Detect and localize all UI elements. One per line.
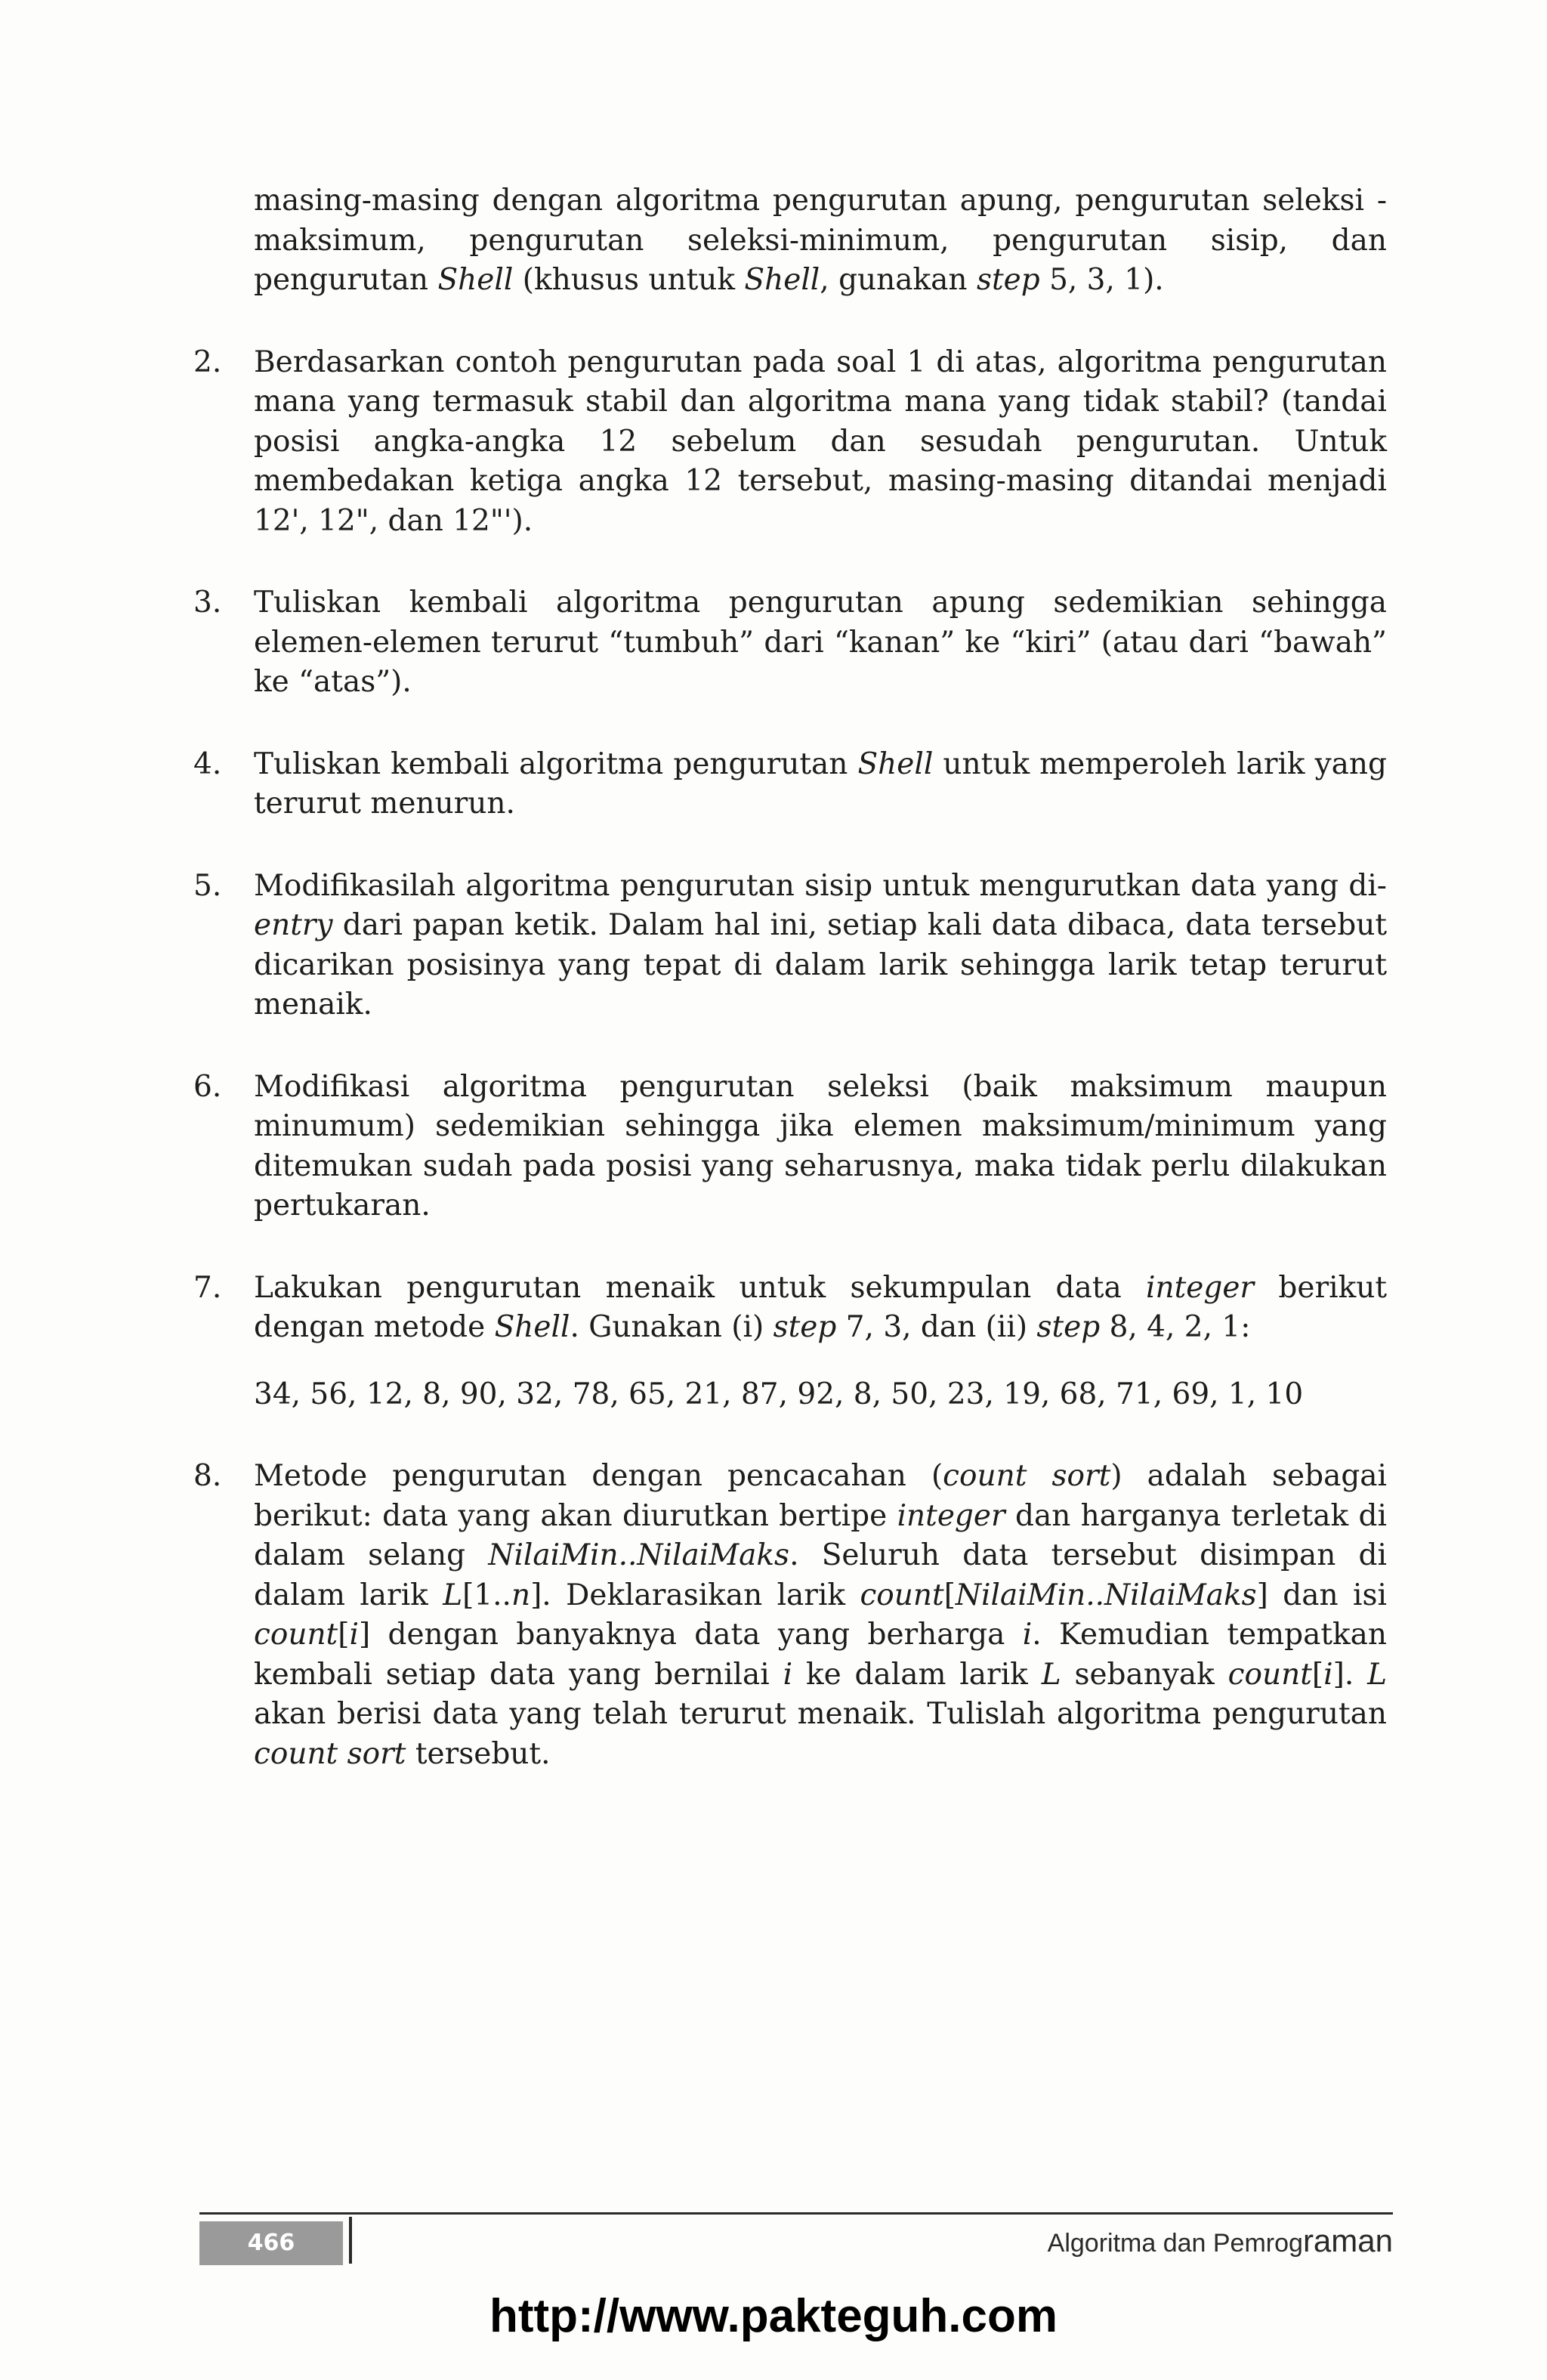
text-run: ) adalah sebagai berikut: data yang akan diurutkan bertipe [254, 1459, 1388, 1533]
item-text: Modifikasi algoritma pengurutan seleksi (baik maksimum maupun minumum) sedemikian sehingga jika elemen maksimum/minimum yang ditemukan sudah pada posisi yang seharusnya, maka tidak perlu dilakukan pertukaran. [254, 1069, 1387, 1222]
text-run: Metode pengurutan dengan pencacahan ( [254, 1459, 943, 1493]
text-run: 8, 4, 2, 1: [1100, 1310, 1251, 1344]
text-run: ke dalam larik [792, 1657, 1042, 1692]
text-run: [ [943, 1578, 956, 1612]
page-number: 466 [199, 2221, 343, 2265]
italic-term: Shell [437, 263, 514, 297]
text-run: masing-masing dengan algoritma pengurutan apung, pengurutan seleksi - maksimum, pengurutan seleksi-minimum, pengurutan sisip, dan pengurutan [254, 184, 1387, 297]
italic-term: Shell [857, 746, 934, 781]
text-run: dari papan ketik. Dalam hal ini, setiap kali data dibaca, data tersebut dicarikan posisinya yang tepat di dalam larik sehingga larik tetap terurut menaik. [254, 908, 1387, 1022]
page-footer [199, 2212, 1393, 2273]
italic-term: Shell [494, 1310, 570, 1344]
text-run: ] dengan banyaknya data yang berharga [358, 1618, 1023, 1652]
item-number: 2. [193, 345, 222, 379]
text-run: dan harganya terletak di dalam selang [254, 1498, 1387, 1572]
text-run: Modifikasilah algoritma pengurutan sisip untuk mengurutkan data yang di- [254, 868, 1387, 903]
item-number: 3. [193, 586, 222, 620]
italic-term: count sort [943, 1459, 1111, 1493]
italic-term: L [1367, 1657, 1387, 1692]
italic-term: i [1022, 1618, 1033, 1652]
book-title-part: raman [1302, 2223, 1393, 2258]
item-text: Tuliskan kembali algoritma pengurutan apung sedemikian sehingga elemen-elemen terurut “tumbuh” dari “kanan” ke “kiri” (atau dari “bawah” ke “atas”). [254, 586, 1387, 699]
italic-term: count [254, 1618, 338, 1652]
italic-term: Shell [744, 263, 820, 297]
item-text [254, 745, 1387, 824]
text-run: sebanyak [1061, 1657, 1228, 1692]
item-number: 5. [193, 868, 222, 903]
italic-term: entry [254, 908, 333, 942]
watermark-url: http://www.pakteguh.com [489, 2290, 1058, 2342]
text-run: ] dan isi [1256, 1578, 1387, 1612]
italic-term: L [1041, 1657, 1061, 1692]
text-run: [ [338, 1618, 350, 1652]
text-run: , gunakan [820, 263, 977, 297]
footer-rule [199, 2212, 1393, 2215]
text-run: [ [1311, 1657, 1324, 1692]
text-run: . Seluruh data tersebut disimpan di dalam larik [254, 1538, 1387, 1612]
text-run: tersebut. [406, 1736, 551, 1771]
text-run: berikut dengan metode [254, 1270, 1387, 1344]
italic-term: step [1036, 1310, 1101, 1344]
italic-term: step [773, 1310, 837, 1344]
exercise-item-6 [193, 1068, 1387, 1226]
item-number: 7. [193, 1270, 222, 1305]
text-run: 7, 3, dan (ii) [836, 1310, 1037, 1344]
exercise-item-3 [193, 583, 1387, 703]
book-title [1048, 2223, 1393, 2259]
italic-term: integer [897, 1498, 1005, 1533]
exercise-item-7 [193, 1269, 1387, 1415]
text-run: Lakukan pengurutan menaik untuk sekumpulan data [254, 1270, 1147, 1305]
text-run: Tuliskan kembali algoritma pengurutan [254, 746, 858, 781]
italic-term: count sort [254, 1736, 406, 1771]
text-run: ]. [1332, 1657, 1368, 1692]
italic-term: NilaiMin..NilaiMaks [955, 1578, 1257, 1612]
exercise-item-8 [193, 1457, 1388, 1774]
italic-term: NilaiMin..NilaiMaks [488, 1538, 790, 1572]
footer-divider [349, 2217, 352, 2264]
exercise-item-5 [193, 867, 1387, 1025]
italic-term: i [783, 1657, 793, 1692]
item-text: Berdasarkan contoh pengurutan pada soal 1 di atas, algoritma pengurutan mana yang termasuk stabil dan algoritma mana yang tidak stabil? (tandai posisi angka-angka 12 sebelum dan sesudah pengurutan. Untuk membedakan ketiga angka 12 tersebut, masing-masing ditandai menjadi 12', 12", dan 12"'). [254, 345, 1387, 538]
text-run: . Gunakan (i) [570, 1310, 774, 1344]
italic-term: i [349, 1618, 359, 1652]
item-number: 4. [193, 746, 222, 781]
item-text [254, 1457, 1387, 1774]
intro-paragraph [254, 181, 1387, 301]
italic-term: count [860, 1578, 944, 1612]
text-run: ]. Deklarasikan larik [530, 1578, 860, 1612]
text-run: 5, 3, 1). [1039, 263, 1164, 297]
italic-term: step [976, 263, 1040, 297]
text-run: . Kemudian tempatkan kembali setiap data yang bernilai [254, 1618, 1387, 1692]
item-text [254, 1269, 1387, 1348]
italic-term: L [443, 1578, 463, 1612]
italic-term: count [1227, 1657, 1312, 1692]
text-run: untuk memperoleh larik yang terurut menurun. [254, 746, 1387, 821]
exercise-item-2 [193, 343, 1387, 542]
book-title-part: Algoritma dan Pemrog [1047, 2229, 1303, 2258]
text-run: [1.. [462, 1578, 511, 1612]
text-run: akan berisi data yang telah terurut menaik. Tulislah algoritma pengurutan [254, 1697, 1387, 1731]
item-number: 8. [193, 1459, 222, 1493]
italic-term: i [1323, 1657, 1333, 1692]
exercise-item-4 [193, 745, 1387, 824]
integer-data-list: 34, 56, 12, 8, 90, 32, 78, 65, 21, 87, 92, 8, 50, 23, 19, 68, 71, 69, 1, 10 [254, 1377, 1304, 1411]
italic-term: integer [1146, 1270, 1255, 1305]
text-run: (khusus untuk [513, 263, 745, 297]
item-text [254, 867, 1387, 1025]
italic-term: n [511, 1578, 531, 1612]
item-number: 6. [193, 1069, 222, 1104]
page-content [193, 181, 1388, 1774]
